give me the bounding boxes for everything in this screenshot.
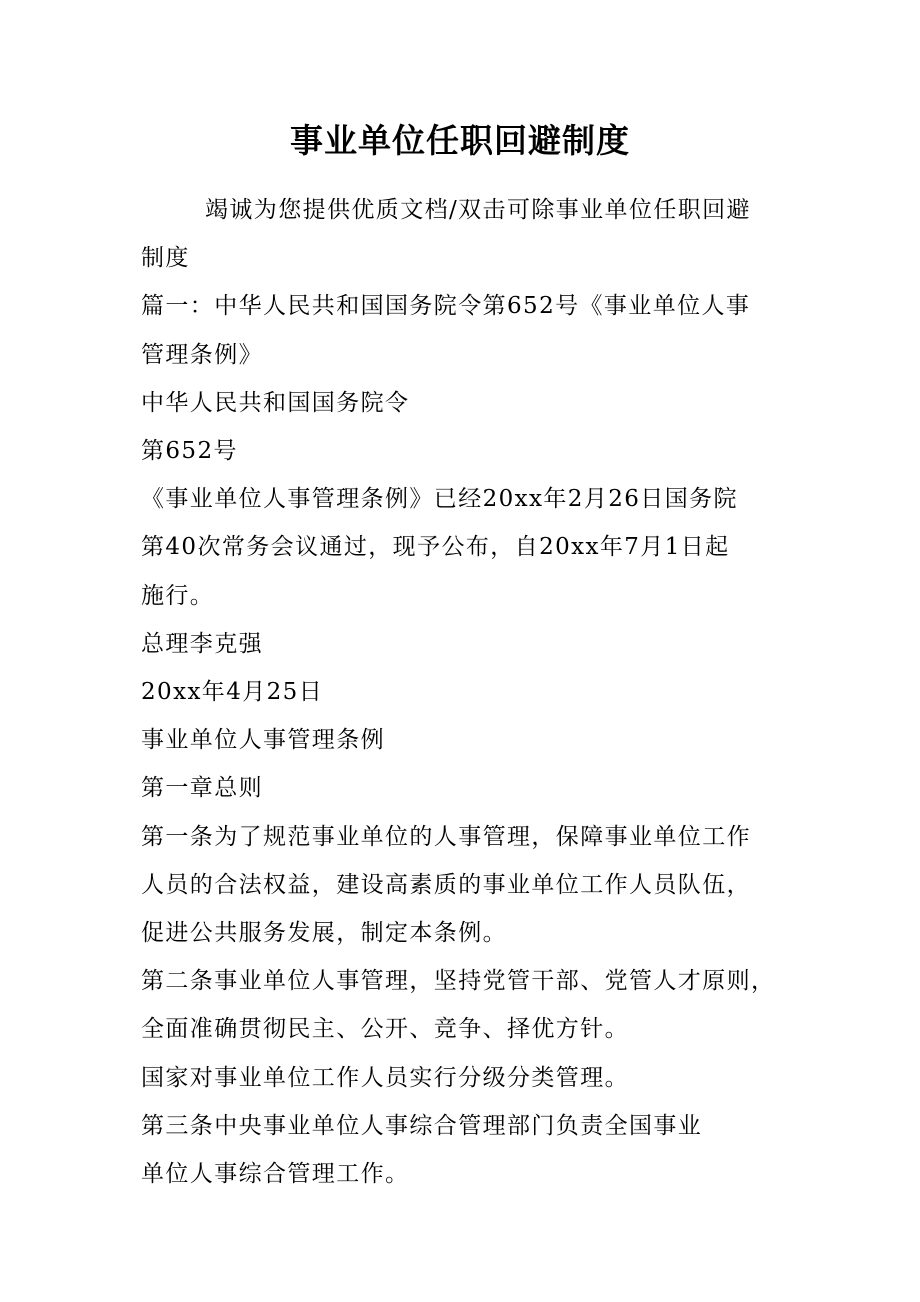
document-body xyxy=(141,186,781,1198)
paragraph-line: 施行。 xyxy=(141,582,215,609)
paragraph-line: 第一条为了规范事业单位的人事管理，保障事业单位工作 xyxy=(141,823,751,850)
paragraph-line: 总理李克强 xyxy=(141,630,263,657)
paragraph-article-2-cont xyxy=(141,1054,781,1102)
paragraph-decree-issuer xyxy=(141,379,781,427)
paragraph-line: 人员的合法权益，建设高素质的事业单位工作人员队伍， xyxy=(141,871,751,898)
paragraph-line: 第二条事业单位人事管理，坚持党管干部、党管人才原则， xyxy=(141,968,776,995)
document-title: 事业单位任职回避制度 xyxy=(290,121,630,160)
paragraph-line: 中华人民共和国国务院令 xyxy=(141,389,410,416)
paragraph-signatory xyxy=(141,620,781,668)
paragraph-line: 国家对事业单位工作人员实行分级分类管理。 xyxy=(141,1064,629,1091)
paragraph-line: 20xx年4月25日 xyxy=(141,679,324,706)
paragraph-line: 第652号 xyxy=(141,438,238,465)
paragraph-article-3 xyxy=(141,1102,781,1198)
paragraph-line: 第三条中央事业单位人事综合管理部门负责全国事业 xyxy=(141,1112,703,1139)
paragraph-article-1 xyxy=(141,813,781,958)
paragraph-decree-body xyxy=(141,475,781,620)
paragraph-line: 第一章总则 xyxy=(141,775,263,802)
paragraph-line: 促进公共服务发展，制定本条例。 xyxy=(141,920,507,947)
paragraph-line: 事业单位人事管理条例 xyxy=(141,727,385,754)
paragraph-regulation-title xyxy=(141,716,781,764)
paragraph-chapter-heading xyxy=(141,764,781,812)
paragraph-line: 制度 xyxy=(141,245,190,272)
paragraph-line: 第40次常务会议通过，现予公布，自20xx年7月1日起 xyxy=(141,534,730,561)
paragraph-intro xyxy=(141,186,781,282)
paragraph-decree-number xyxy=(141,427,781,475)
paragraph-line: 《事业单位人事管理条例》已经20xx年2月26日国务院 xyxy=(141,486,738,513)
paragraph-section-heading xyxy=(141,282,781,378)
paragraph-article-2 xyxy=(141,957,781,1053)
paragraph-line: 篇一：中华人民共和国国务院令第652号《事业单位人事 xyxy=(141,293,751,320)
paragraph-date xyxy=(141,668,781,716)
paragraph-line: 管理条例》 xyxy=(141,341,263,368)
paragraph-line: 单位人事综合管理工作。 xyxy=(141,1161,410,1188)
paragraph-line: 竭诚为您提供优质文档/双击可除事业单位任职回避 xyxy=(205,197,751,223)
paragraph-line: 全面准确贯彻民主、公开、竞争、择优方针。 xyxy=(141,1016,629,1043)
